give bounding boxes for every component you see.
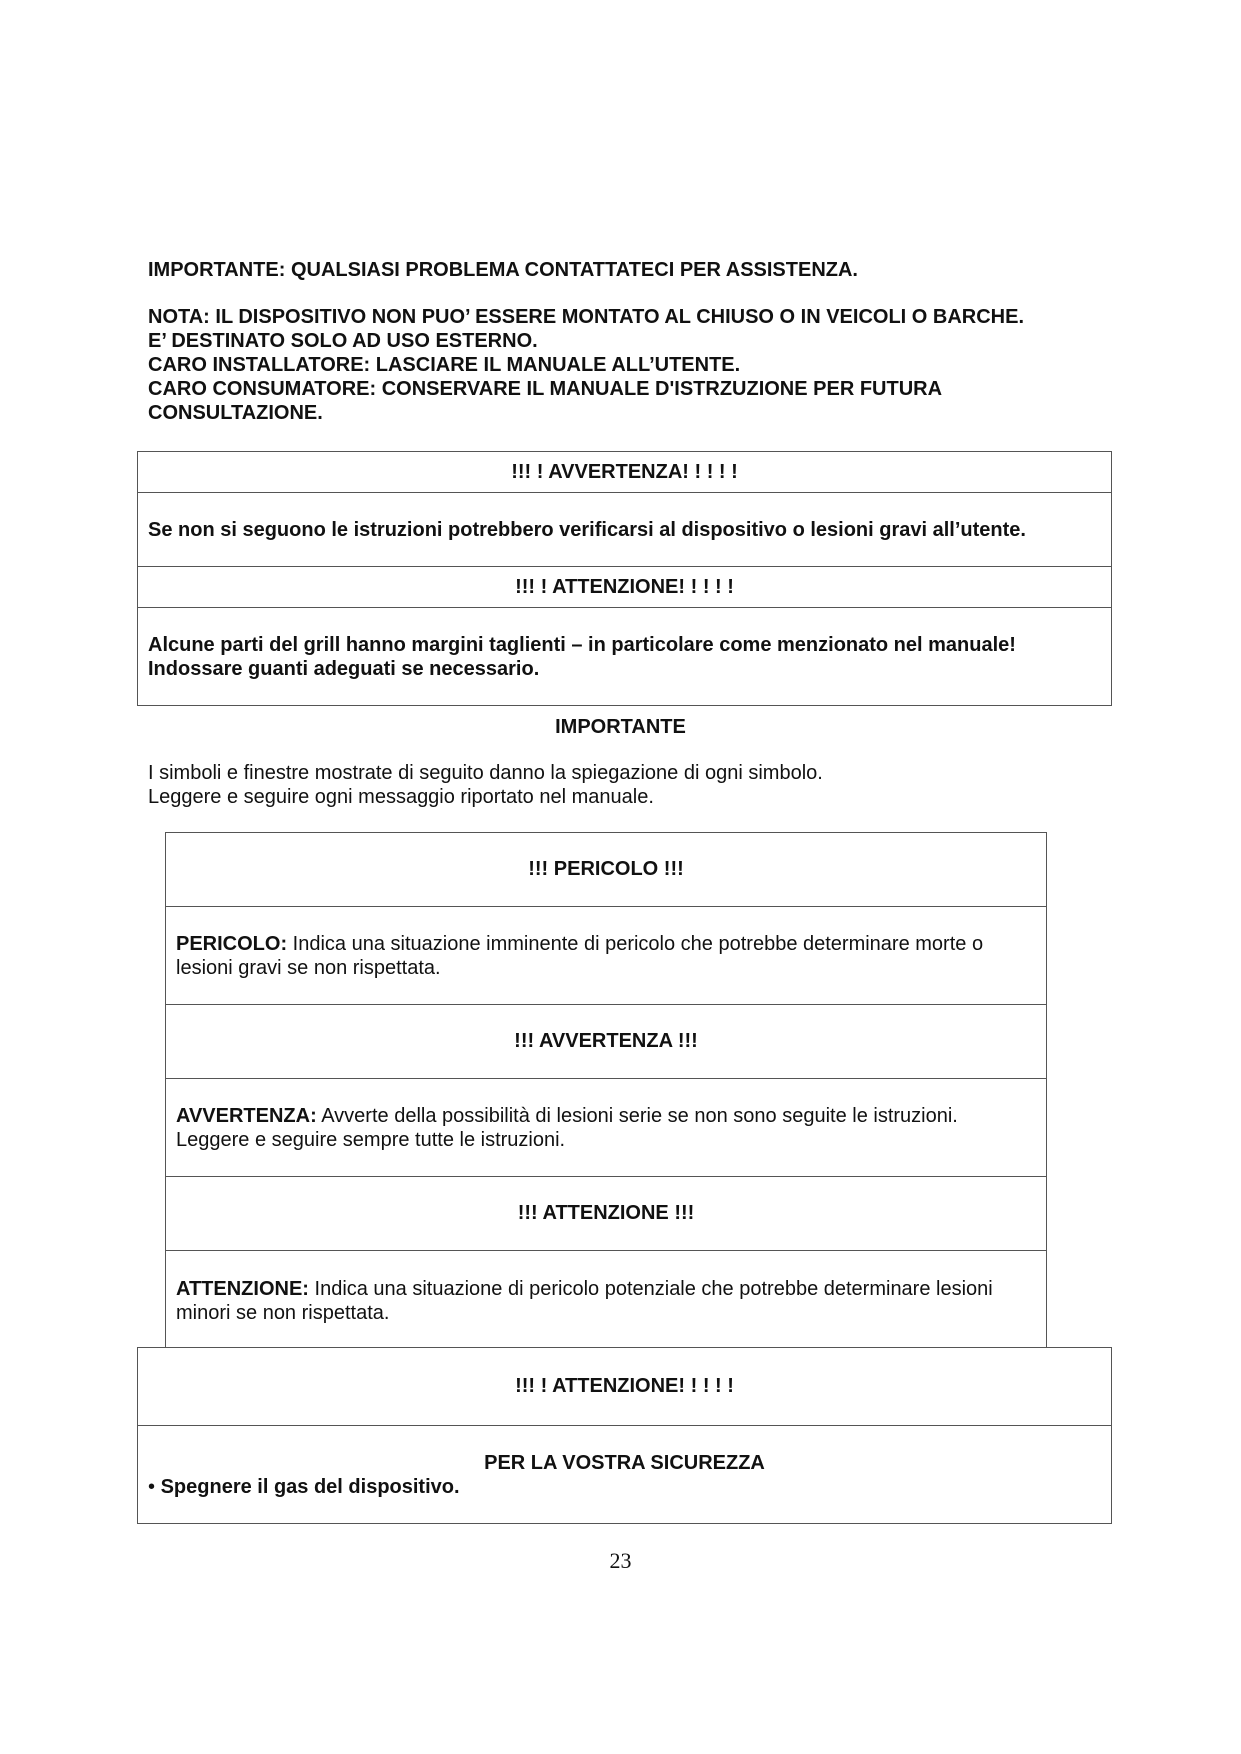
attenzione-description: Indica una situazione di pericolo potenziale che potrebbe determinare lesioni minori se non rispettata. <box>176 1278 993 1324</box>
safety-title: PER LA VOSTRA SICUREZZA <box>484 1451 765 1474</box>
importante-heading: IMPORTANTE <box>555 716 686 738</box>
safety-box <box>137 1347 1112 1524</box>
attenzione-text-line: Indossare guanti adeguati se necessario. <box>148 657 540 680</box>
symbols-box <box>165 832 1047 1352</box>
pericolo-label: PERICOLO: <box>176 932 288 955</box>
pericolo-text <box>166 907 1046 1005</box>
pericolo-description: Indica una situazione imminente di pericolo che potrebbe determinare morte o lesioni gravi se non rispettata. <box>176 932 984 979</box>
importante-text <box>148 761 1088 809</box>
note-line: NOTA: IL DISPOSITIVO NON PUO’ ESSERE MONTATO AL CHIUSO O IN VEICOLI O BARCHE. <box>148 306 1025 328</box>
safety-header: !!! ! ATTENZIONE! ! ! ! ! <box>138 1348 1111 1426</box>
note-line: CARO INSTALLATORE: LASCIARE IL MANUALE ALL’UTENTE. <box>148 354 741 376</box>
safety-content <box>138 1426 1111 1523</box>
page-number: 23 <box>609 1548 632 1573</box>
note-block <box>148 305 1088 425</box>
pericolo-header: !!! PERICOLO !!! <box>166 833 1046 907</box>
avvertenza-label: AVVERTENZA: <box>176 1104 317 1127</box>
warning-box <box>137 451 1112 706</box>
note-line: CONSULTAZIONE. <box>148 402 323 424</box>
avvertenza-header: !!! ! AVVERTENZA! ! ! ! ! <box>138 452 1111 493</box>
avvertenza-description: Avverte della possibilità di lesioni serie se non sono seguite le istruzioni. Leggere e seguire sempre tutte le istruzioni. <box>176 1104 958 1151</box>
importante-line: I simboli e finestre mostrate di seguito danno la spiegazione di ogni simbolo. <box>148 762 823 784</box>
importante-line: Leggere e seguire ogni messaggio riportato nel manuale. <box>148 786 654 808</box>
bullet-icon: • <box>148 1475 156 1498</box>
attenzione-symbol-text <box>166 1251 1046 1351</box>
attenzione-symbol-header: !!! ATTENZIONE !!! <box>166 1177 1046 1251</box>
avvertenza-symbol-text <box>166 1079 1046 1177</box>
note-line: E’ DESTINATO SOLO AD USO ESTERNO. <box>148 330 538 352</box>
attenzione-text-line: Alcune parti del grill hanno margini taglienti – in particolare come menzionato nel manuale! <box>148 633 1016 656</box>
attenzione-header: !!! ! ATTENZIONE! ! ! ! ! <box>138 567 1111 608</box>
attenzione-label: ATTENZIONE: <box>176 1278 309 1300</box>
attenzione-text <box>138 608 1111 705</box>
note-line: CARO CONSUMATORE: CONSERVARE IL MANUALE D'ISTRZUZIONE PER FUTURA <box>148 378 943 400</box>
important-line: IMPORTANTE: QUALSIASI PROBLEMA CONTATTATECI PER ASSISTENZA. <box>148 259 858 281</box>
safety-item-text: Spegnere il gas del dispositivo. <box>160 1475 460 1498</box>
avvertenza-text: Se non si seguono le istruzioni potrebbero verificarsi al dispositivo o lesioni gravi all’utente. <box>138 493 1111 567</box>
safety-list-item <box>148 1475 1101 1499</box>
avvertenza-symbol-header: !!! AVVERTENZA !!! <box>166 1005 1046 1079</box>
